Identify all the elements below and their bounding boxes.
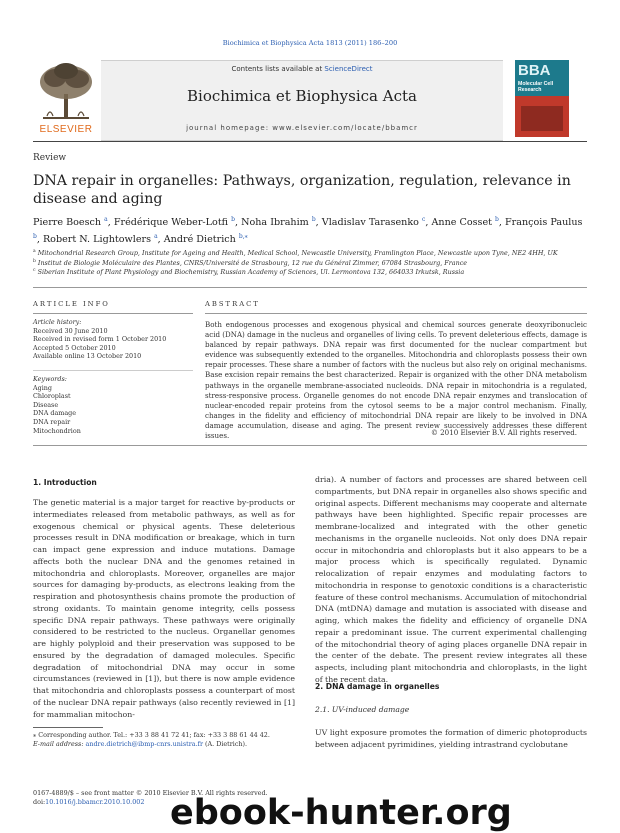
section-heading-dna-damage: 2. DNA damage in organelles	[315, 682, 440, 691]
author-name: André Dietrich $^{b,⁎}$	[163, 233, 248, 246]
author-affiliation-mark[interactable]: b	[311, 216, 316, 223]
history-item: Accepted 5 October 2010	[33, 343, 116, 352]
article-info-heading: ARTICLE INFO	[33, 300, 110, 308]
affiliation-line: $^b$ Institut de Biologie Moléculaire des Plantes, CNRS/Université de Strasbourg, 12 rue du Général Zimmer, 67084 Strasbourg, France	[33, 258, 468, 267]
author-name: Frédérique Weber-Lotfi $^b$	[113, 216, 235, 229]
affiliation-line: $^a$ Mitochondrial Research Group, Institute for Ageing and Health, Medical School, Newcastle University, Framlington Place, Newcastle upon Tyne, NE2 4HH, UK	[33, 249, 558, 258]
journal-citation[interactable]: Biochimica et Biophysica Acta 1813 (2011) 186–200	[222, 39, 398, 47]
author-list: Pierre Boesch $^a$, Frédérique Weber-Lotfi $^b$, Noha Ibrahim $^b$, Vladislav Tarasenko $^c$, Anne Cosset $^b$, François Paulus $^b$, Robert N. Lightowlers $^a$, André Dietrich $^{b,⁎}$	[33, 216, 583, 246]
history-item: Received 30 June 2010	[33, 326, 108, 335]
abstract-rule	[205, 313, 587, 314]
keyword-item: Chloroplast	[33, 392, 71, 401]
affiliation-mark: a	[33, 249, 36, 254]
copyright: © 2010 Elsevier B.V. All rights reserved.	[430, 428, 577, 437]
article-type: Review	[33, 153, 67, 163]
cover-art-detail	[521, 106, 563, 131]
author-affiliation-mark[interactable]: a	[104, 216, 108, 223]
cover-subtitle: Molecular Cell Research	[518, 81, 554, 93]
sciencedirect-link[interactable]: ScienceDirect	[324, 65, 373, 73]
keyword-item: DNA repair	[33, 417, 71, 426]
keywords-rule	[33, 370, 193, 371]
abstract-bottom-rule	[33, 445, 587, 446]
intro-paragraph: The genetic material is a major target for reactive by-products or intermediates released from metabolic pathways, as well as for exogenous chemical or physical agents. These deleterious processes result in DNA modification or breakage, which in turn can impact gene expression and induce mutations. Damage affects both the nuclear DNA and the genomes retained in mitochondria and chloroplasts. Moreover, organelles are major sources for damaging by-products, as electrons leaking from the respiration and photosynthesis chains promote the production of strong oxidants. To maintain genome integrity, cells possess specific DNA repair pathways. These pathways were originally considered to be restricted to the nucleus. Organellar genomes are highly polyploid and their preservation was supposed to be ensured by the degradation of damaged molecules. Specific degradation of mitochondrial DNA may occur in some circumstances (reviewed in [1]), but there is now ample evidence that mitochondria and chloroplasts possess a counterpart of most of the nuclear DNA repair pathways (also recently reviewed in [1] for mammalian mitochon-	[33, 498, 295, 719]
doi-label: doi:	[33, 797, 46, 806]
journal-cover-image	[515, 60, 569, 137]
article-history	[33, 318, 193, 361]
journal-name: Biochimica et Biophysica Acta	[187, 87, 417, 105]
author-affiliation-mark[interactable]: b	[231, 216, 235, 223]
watermark: ebook-hunter.org	[170, 793, 512, 833]
author-affiliation-mark[interactable]: b	[33, 233, 37, 241]
article-title: DNA repair in organelles: Pathways, organization, regulation, relevance in disease and aging	[33, 173, 571, 207]
email-link[interactable]: andre.dietrich@ibmp-cnrs.unistra.fr	[85, 739, 204, 748]
header-rule	[33, 141, 587, 142]
history-list	[33, 327, 193, 361]
info-rule	[33, 313, 193, 314]
author-name: François Paulus $^b$	[33, 217, 583, 241]
history-item: Available online 13 October 2010	[33, 352, 142, 361]
intro-paragraph-continued: dria). A number of factors and processes are shared between cell compartments, but DNA repair in organelles also shows specific and original aspects. Different mechanisms may cooperate and alternate pathways have been highlighted. Specific repair processes are membrane-localized and integrated with the other genetic mechanisms in the organelle nucleoids. Not only does DNA repair occur in mitochondria and chloroplasts but it also appears to be a major process which is specifically regulated. Dynamic relocalization of repair enzymes and modulating factors to mitochondria in response to genotoxic conditions is a characteristic feature of these control mechanisms. Accumulation of mitochondrial DNA (mtDNA) damage and mutation is associated with disease and aging, which makes the fidelity and efficiency of organelle DNA repair a predominant issue. The current experimental challenging of the mitochondrial theory of aging places organelle DNA repair in the center of the debate. The present review integrates all these aspects, including plant mitochondria and chloroplasts, in the light of the recent data.	[315, 475, 587, 684]
author-affiliation-mark[interactable]: b	[495, 216, 499, 223]
affiliation-mark: c	[33, 268, 36, 274]
author-name: Robert N. Lightowlers $^a$	[42, 233, 158, 246]
keyword-item: Aging	[33, 383, 52, 392]
history-item: Received in revised form 1 October 2010	[33, 335, 167, 344]
journal-homepage[interactable]: journal homepage: www.elsevier.com/locate/bbamcr	[186, 124, 418, 132]
contents-line	[101, 65, 503, 73]
author-name: Pierre Boesch $^a$	[33, 216, 108, 229]
history-label: Article history:	[33, 318, 82, 326]
issn-text: 0167-4889/$ – see front matter © 2010 Elsevier B.V. All rights reserved.	[33, 789, 268, 797]
keywords-label: Keywords:	[33, 375, 67, 383]
keyword-item: Disease	[33, 400, 59, 409]
keyword-item: Mitochondrion	[33, 426, 81, 435]
contents-prefix: Contents lists available at	[231, 65, 325, 73]
affiliation-mark: b	[33, 258, 36, 264]
author-affiliation-mark[interactable]: c	[422, 216, 426, 223]
corresponding-author-footnote	[33, 731, 295, 748]
section-heading-introduction: 1. Introduction	[33, 478, 97, 487]
uv-paragraph: UV light exposure promotes the formation of dimeric photoproducts between adjacent pyrimidines, yielding intrastrand cyclobutane	[315, 728, 587, 749]
cover-title: BBA	[518, 62, 551, 79]
footnote-rule	[33, 727, 103, 728]
author-name: Vladislav Tarasenko $^c$	[321, 216, 426, 229]
email-suffix: (A. Dietrich).	[203, 739, 248, 748]
abstract-heading: ABSTRACT	[205, 300, 260, 308]
author-name: Noha Ibrahim $^b$	[241, 216, 316, 229]
affiliation-rule	[33, 287, 587, 288]
affiliation-line: $^c$ Siberian Institute of Plant Physiology and Biochemistry, Russian Academy of Sciences, Ul. Lermontova 132, 664033 Irkutsk, Russia	[33, 268, 465, 277]
keyword-item: DNA damage	[33, 409, 77, 418]
author-affiliation-mark[interactable]: b,⁎	[238, 233, 248, 241]
keyword-list	[33, 384, 193, 436]
doi-link[interactable]: 10.1016/j.bbamcr.2010.10.002	[45, 797, 145, 806]
keywords	[33, 375, 193, 435]
subsection-heading-uv: 2.1. UV-induced damage	[315, 705, 410, 714]
abstract-text: Both endogenous processes and exogenous physical and chemical sources generate deoxyribonucleic acid (DNA) damage in the nucleus and organelles of living cells. To prevent deleterious effects, damage is balanced by repair pathways. DNA repair was first documented for the nuclear compartment but evidence was subsequently extended to the organelles. Mitochondria and chloroplasts possess their own repair processes. These share a number of factors with the nucleus but also rely on original mechanisms. Base excision repair remains the best characterized. Repair is organized with the other DNA metabolism pathways in the organelle membrane-associated nucleoids. DNA repair in mitochondria is a regulated, stress-responsive process. Organelle genomes do not encode DNA repair enzymes and translocation of nuclear-encoded repair proteins from the cytosol seems to be a major control mechanism. Finally, changes in the fidelity and efficiency of mitochondrial DNA repair are likely to be involved in DNA damage accumulation, disease and aging. The present review successively addresses these different issues.	[205, 320, 587, 441]
author-affiliation-mark[interactable]: a	[154, 233, 158, 241]
email-label: E-mail address:	[33, 739, 86, 748]
elsevier-wordmark: ELSEVIER	[39, 124, 93, 135]
affiliations	[33, 248, 583, 277]
author-name: Anne Cosset $^b$	[431, 216, 499, 229]
footnote-contact: ⁎ Corresponding author. Tel.: +33 3 88 41 72 41; fax: +33 3 88 61 44 42.	[33, 731, 270, 739]
footnote-email-line	[33, 740, 295, 749]
